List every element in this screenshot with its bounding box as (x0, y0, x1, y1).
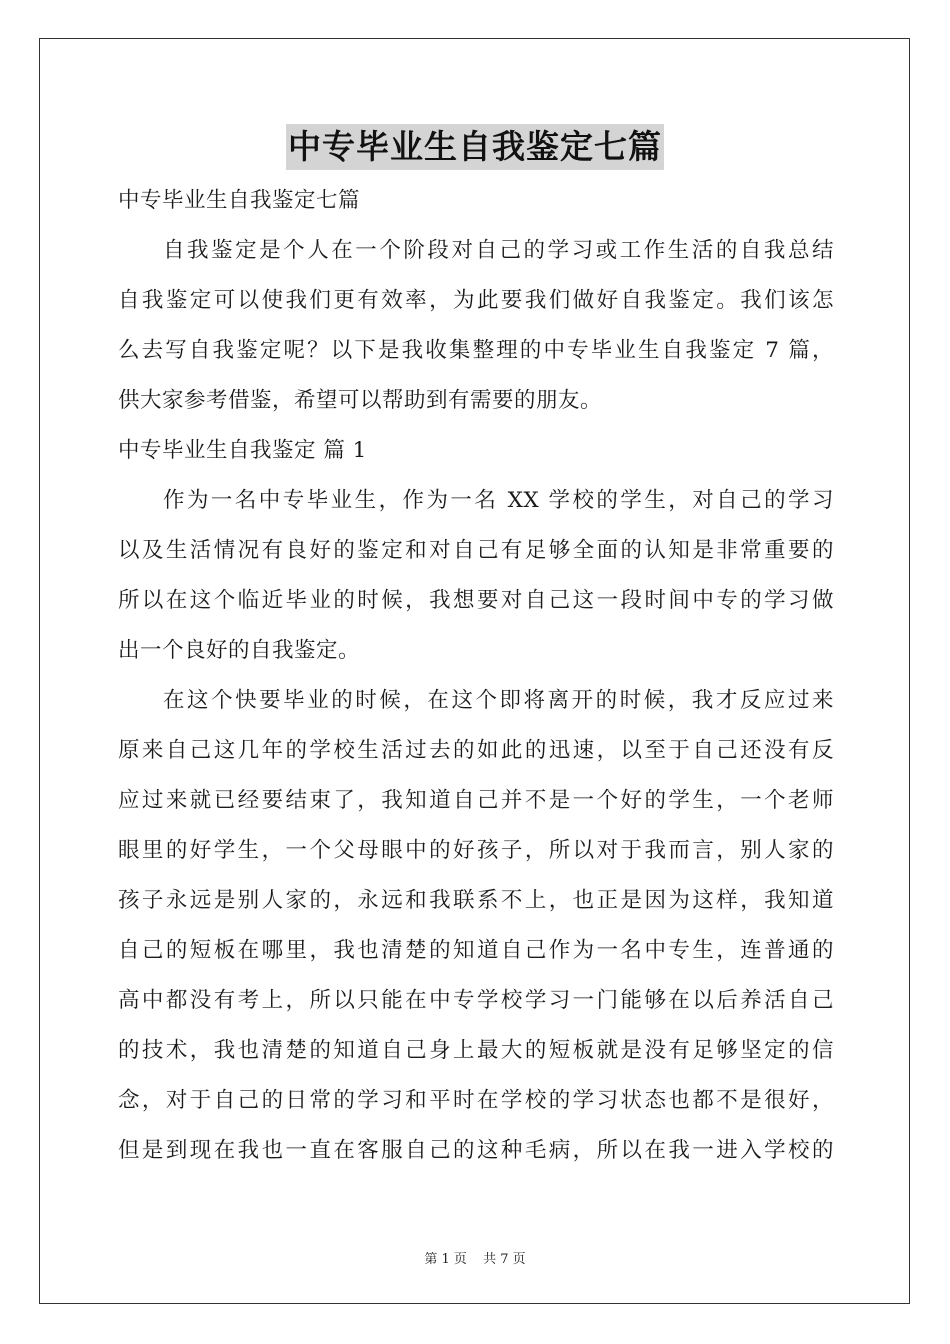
text-line: 中专毕业生自我鉴定七篇 (118, 188, 361, 213)
page-number-current: 第 1 页 (424, 1252, 467, 1267)
text-line: 以及生活情况有良好的鉴定和对自己有足够全面的认知是非常重要的 (118, 538, 834, 563)
text-line: 念，对于自己的日常的学习和平时在学校的学习状态也都不是很好， (118, 1088, 834, 1113)
text-line: 所以在这个临近毕业的时候，我想要对自己这一段时间中专的学习做 (118, 588, 834, 613)
text-line: 高中都没有考上，所以只能在中专学校学习一门能够在以后养活自己 (118, 988, 834, 1013)
text-line: 原来自己这几年的学校生活过去的如此的迅速，以至于自己还没有反 (118, 738, 834, 763)
page-number-total: 共 7 页 (483, 1252, 526, 1267)
text-line: 供大家参考借鉴，希望可以帮助到有需要的朋友。 (118, 388, 603, 413)
text-line: 的技术，我也清楚的知道自己身上最大的短板就是没有足够坚定的信 (118, 1038, 834, 1063)
title-container (0, 124, 950, 170)
text-line: 应过来就已经要结束了，我知道自己并不是一个好的学生，一个老师 (118, 788, 834, 813)
text-line: 么去写自我鉴定呢？以下是我收集整理的中专毕业生自我鉴定 7 篇， (118, 338, 834, 363)
text-line: 孩子永远是别人家的，永远和我联系不上，也正是因为这样，我知道 (118, 888, 834, 913)
text-line: 自我鉴定可以使我们更有效率，为此要我们做好自我鉴定。我们该怎 (118, 288, 834, 313)
document-title: 中专毕业生自我鉴定七篇 (286, 124, 664, 170)
text-line: 但是到现在我也一直在客服自己的这种毛病，所以在我一进入学校的 (118, 1138, 834, 1163)
section-heading: 中专毕业生自我鉴定 篇 1 (118, 438, 367, 463)
text-line: 自己的短板在哪里，我也清楚的知道自己作为一名中专生，连普通的 (118, 938, 834, 963)
document-body (118, 176, 834, 1176)
page-footer (0, 1248, 950, 1267)
text-line: 自我鉴定是个人在一个阶段对自己的学习或工作生活的自我总结 (163, 238, 834, 263)
text-line: 眼里的好学生，一个父母眼中的好孩子，所以对于我而言，别人家的 (118, 838, 834, 863)
text-line: 在这个快要毕业的时候，在这个即将离开的时候，我才反应过来 (163, 688, 834, 713)
text-line: 出一个良好的自我鉴定。 (118, 638, 361, 663)
text-line: 作为一名中专毕业生，作为一名 XX 学校的学生，对自己的学习 (163, 488, 834, 513)
